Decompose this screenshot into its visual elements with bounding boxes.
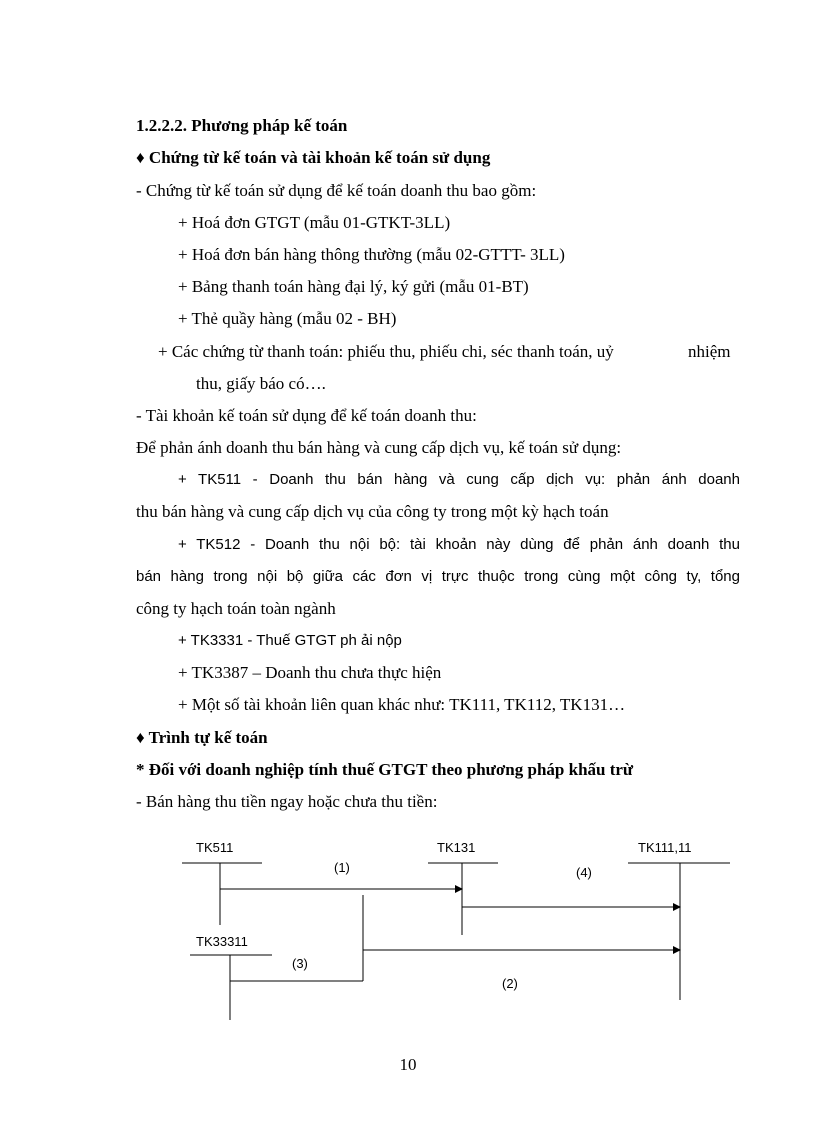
doc-item-payment-docs: + Các chứng từ thanh toán: phiếu thu, phiếu chi, séc thanh toán, uỷ: [158, 342, 614, 361]
accounts-intro: - Tài khoản kế toán sử dụng để kế toán doanh thu:: [136, 406, 477, 425]
tk512-line-1: + TK512 - Doanh thu nội bộ: tài khoản này dùng để phản ánh doanh thu: [178, 536, 740, 553]
case-intro: - Bán hàng thu tiền ngay hoặc chưa thu tiền:: [136, 792, 438, 811]
accounts-lead: Để phản ánh doanh thu bán hàng và cung cấp dịch vụ, kế toán sử dụng:: [136, 438, 622, 457]
step-3-label: (3): [292, 956, 308, 971]
subsection-title-procedure: ♦ Trình tự kế toán: [136, 728, 268, 747]
tk3331-line: + TK3331 - Thuế GTGT ph ải nộp: [178, 632, 402, 649]
doc-item-vat-invoice: + Hoá đơn GTGT (mẫu 01-GTKT-3LL): [178, 213, 451, 232]
accounting-t-diagram: [0, 820, 816, 1040]
tk511-label: TK511: [196, 840, 234, 855]
tk511-line-2: thu bán hàng và cung cấp dịch vụ của công ty trong một kỳ hạch toán: [136, 502, 609, 521]
tk111-label: TK111,11: [638, 840, 692, 855]
tk33311-label: TK33311: [196, 934, 248, 949]
tk512-line-3: công ty hạch toán toàn ngành: [136, 599, 336, 618]
doc-item-agency-statement: + Bảng thanh toán hàng đại lý, ký gửi (mẫu 01-BT): [178, 277, 529, 296]
tk511-line-1: + TK511 - Doanh thu bán hàng và cung cấp dịch vụ: phản ánh doanh: [178, 471, 740, 488]
procedure-subtitle: * Đối với doanh nghiệp tính thuế GTGT theo phương pháp khấu trừ: [136, 760, 634, 779]
step-4-label: (4): [576, 865, 592, 880]
documents-intro: - Chứng từ kế toán sử dụng để kế toán doanh thu bao gồm:: [136, 181, 537, 200]
page-number: 10: [399, 1055, 417, 1074]
other-accounts-line: + Một số tài khoản liên quan khác như: TK111, TK112, TK131…: [178, 695, 626, 714]
subsection-title-documents: ♦ Chứng từ kế toán và tài khoản kế toán sử dụng: [136, 148, 491, 167]
doc-item-sales-invoice: + Hoá đơn bán hàng thông thường (mẫu 02-GTTT- 3LL): [178, 245, 565, 264]
step-2-label: (2): [502, 976, 518, 991]
section-heading: 1.2.2.2. Phương pháp kế toán: [136, 116, 348, 135]
doc-item-counter-card: + Thẻ quầy hàng (mẫu 02 - BH): [178, 309, 397, 328]
tk3387-line: + TK3387 – Doanh thu chưa thực hiện: [178, 663, 442, 682]
doc-item-payment-docs-cont: thu, giấy báo có….: [196, 374, 326, 393]
doc-item-payment-docs-word: nhiệm: [688, 342, 731, 361]
step-1-label: (1): [334, 860, 350, 875]
tk131-label: TK131: [437, 840, 476, 855]
tk512-line-2: bán hàng trong nội bộ giữa các đơn vị trực thuộc trong cùng một công ty, tổng: [136, 568, 740, 585]
